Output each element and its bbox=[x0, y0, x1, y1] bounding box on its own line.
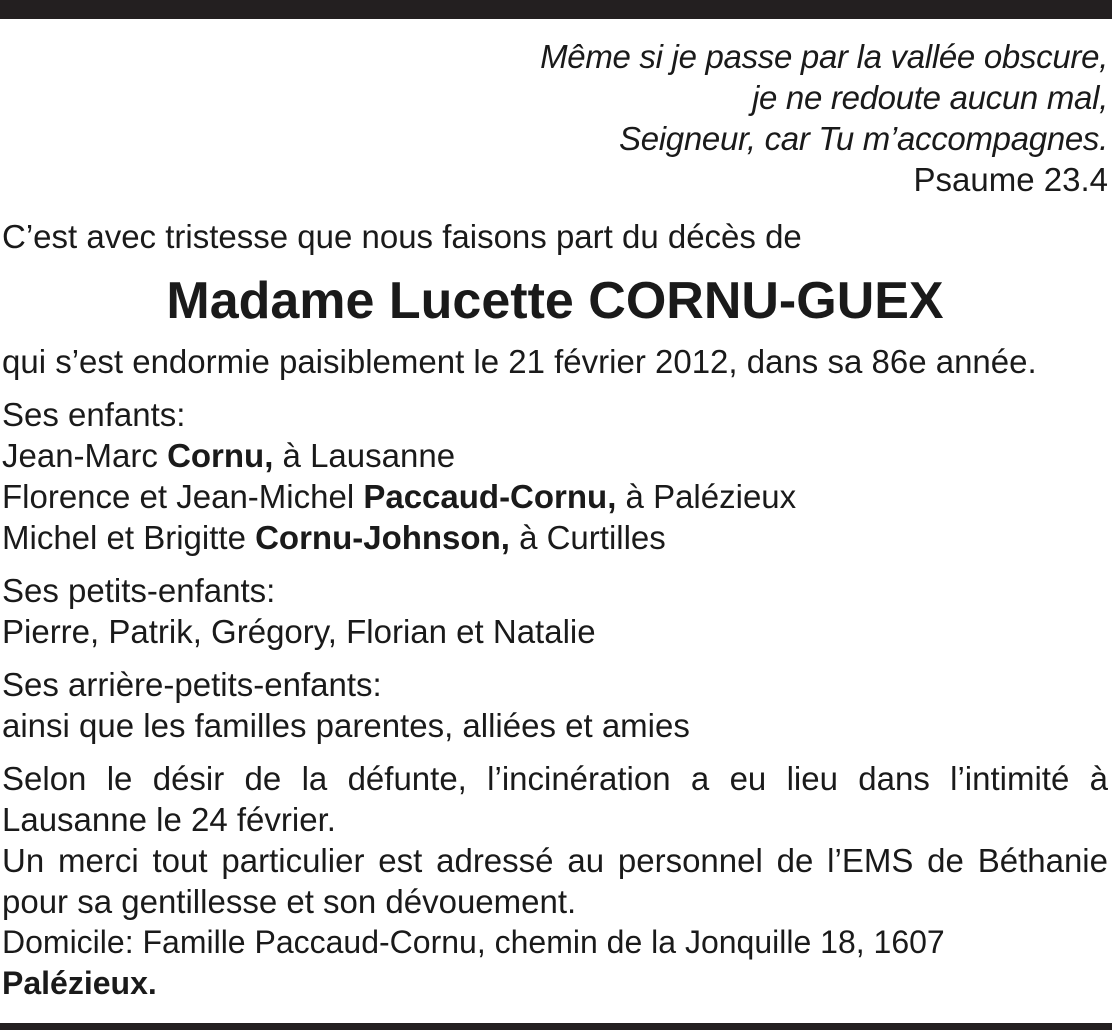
death-details: qui s’est endormie paisiblement le 21 février 2012, dans sa 86e année. bbox=[2, 343, 1037, 380]
child-entry bbox=[2, 517, 1108, 558]
child-given-names: Florence et Jean-Michel bbox=[2, 478, 364, 515]
great-grandchildren-heading: Ses arrière-petits-enfants: bbox=[2, 666, 382, 703]
grandchildren-heading: Ses petits-enfants: bbox=[2, 572, 276, 609]
domicile-town: Palézieux. bbox=[2, 965, 157, 1001]
thanks-text: Un merci tout particulier est adressé au personnel de l’EMS de Béthanie pour sa gentillesse et son dévouement. bbox=[2, 842, 1108, 920]
families-line: ainsi que les familles parentes, alliées et amies bbox=[2, 707, 690, 744]
child-given-names: Jean-Marc bbox=[2, 437, 168, 474]
psalm-verse bbox=[2, 36, 1108, 200]
top-rule bbox=[0, 0, 1112, 19]
child-entry bbox=[2, 476, 1108, 517]
bottom-rule bbox=[0, 1023, 1112, 1030]
child-place: à Lausanne bbox=[273, 437, 456, 474]
deceased-name: Madame Lucette CORNU-GUEX bbox=[166, 272, 944, 330]
children-heading: Ses enfants: bbox=[2, 396, 186, 433]
domicile-address: Domicile: Famille Paccaud-Cornu, chemin de la Jonquille 18, 1607 bbox=[2, 924, 945, 960]
great-grandchildren-section bbox=[2, 664, 1108, 746]
cremation-text: Selon le désir de la défunte, l’incinération a eu lieu dans l’intimité à Lausanne le 24 février. bbox=[2, 760, 1108, 838]
grandchildren-names: Pierre, Patrik, Grégory, Florian et Natalie bbox=[2, 613, 596, 650]
child-given-names: Michel et Brigitte bbox=[2, 519, 256, 556]
verse-reference: Psaume 23.4 bbox=[913, 161, 1108, 198]
closing-section bbox=[2, 758, 1108, 1004]
child-place: à Palézieux bbox=[616, 478, 797, 515]
child-surname: Cornu, bbox=[167, 437, 274, 474]
child-entry bbox=[2, 435, 1108, 476]
child-surname: Paccaud-Cornu, bbox=[363, 478, 617, 515]
children-section bbox=[2, 394, 1108, 558]
announcement-intro: C’est avec tristesse que nous faisons part du décès de bbox=[2, 218, 802, 255]
obituary-notice bbox=[2, 36, 1108, 1004]
verse-line-1: Même si je passe par la vallée obscure, bbox=[540, 38, 1108, 75]
verse-line-2: je ne redoute aucun mal, bbox=[751, 79, 1108, 116]
grandchildren-section bbox=[2, 570, 1108, 652]
verse-line-3: Seigneur, car Tu m’accompagnes. bbox=[618, 120, 1108, 157]
domicile-line bbox=[2, 922, 1108, 1004]
child-place: à Curtilles bbox=[509, 519, 666, 556]
child-surname: Cornu-Johnson, bbox=[255, 519, 510, 556]
